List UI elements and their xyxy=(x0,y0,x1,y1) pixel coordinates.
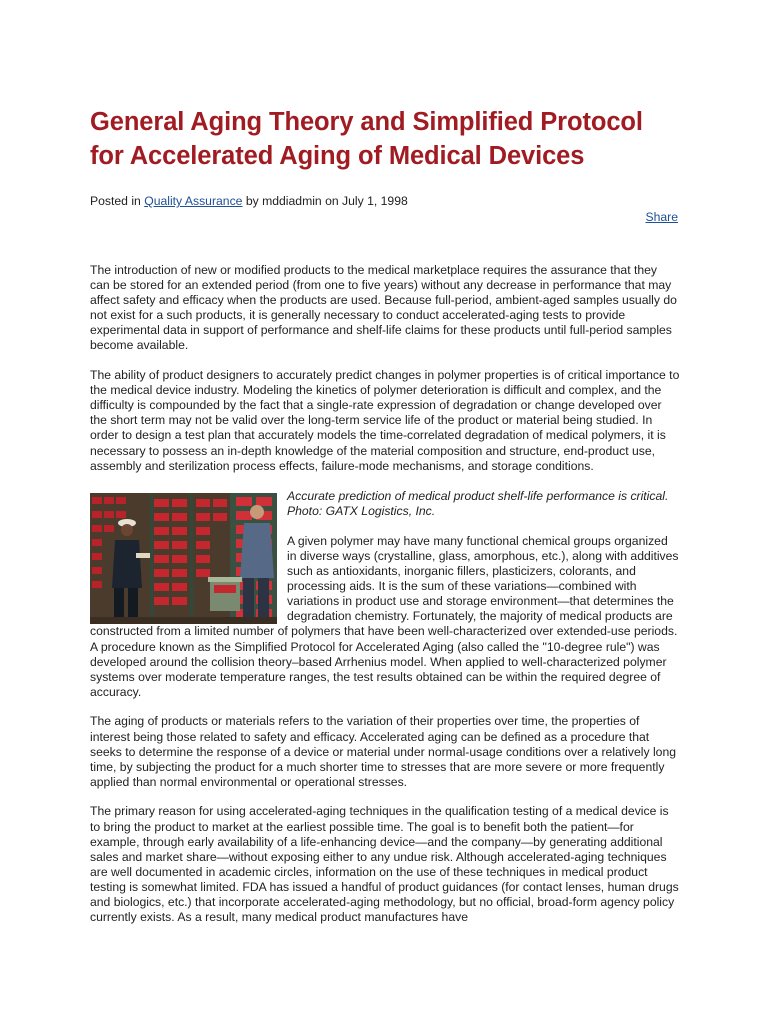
article-title: General Aging Theory and Simplified Protocol for Accelerated Aging of Medical Devices xyxy=(90,108,643,170)
paragraph-4: The aging of products or materials refers to the variation of their properties over time, the properties of interest being those related to safety and efficacy. Accelerated aging can be defined as a procedure that seeks to determine the response of a device or material under normal-usage conditions over a relatively long time, by subjecting the product for a much shorter time to stresses that are more severe or more frequently applied than normal environmental or operational stresses. xyxy=(90,714,676,789)
posted-in-label: Posted in xyxy=(90,194,141,208)
figure-caption: Accurate prediction of medical product shelf-life performance is critical. Photo: GATX Logistics, Inc. xyxy=(287,489,669,519)
warehouse-photo xyxy=(90,493,277,624)
author-date: by mddiadmin on July 1, 1998 xyxy=(245,194,408,208)
paragraph-2: The ability of product designers to accurately predict changes in polymer properties is of critical importance to the medical device industry. Modeling the kinetics of polymer deterioration is difficult and complex, and the difficulty is compounded by the fact that a single-rate expression of degradation or change developed over the short term may not be valid over the long-term service life of the product or material being studied. In order to design a test plan that accurately models the time-correlated degradation of medical polymers, it is necessary to possess an in-depth knowledge of the material composition and structure, end-product use, assembly and sterilization process effects, failure-mode mechanisms, and storage conditions. xyxy=(90,368,680,473)
category-link[interactable]: Quality Assurance xyxy=(144,194,243,208)
article-body xyxy=(90,263,680,940)
paragraph-5: The primary reason for using accelerated-aging techniques in the qualification testing of a medical device is to bring the product to market at the earliest possible time. The goal is to benefit both the patient—for example, through early availability of a life-enhancing device—and the company—by generating additional sales and market share—without exposing either to any undue risk. Although accelerated-aging techniques are well documented in academic circles, information on the use of these techniques in medical product testing is somewhat limited. FDA has issued a handful of product guidances (for contact lenses, human drugs and biologics, etc.) that incorporate accelerated-aging methodology, but no official, broad-form agency policy currently exists. As a result, many medical product manufactures have xyxy=(90,804,679,925)
paragraph-1: The introduction of new or modified products to the medical marketplace requires the assurance that they can be stored for an extended period (from one to five years) without any decrease in performance that may affect safety and efficacy when the products are used. Because full-period, ambient-aged samples usually do not exist for a such products, it is generally necessary to conduct accelerated-aging tests to provide experimental data in support of performance and shelf-life claims for these products until full-period samples become available. xyxy=(90,263,677,353)
post-meta xyxy=(90,193,408,209)
paragraph-3: A given polymer may have many functional chemical groups organized in diverse ways (crystalline, glass, amorphous, etc.), along with additives such as antioxidants, inorganic fillers, plasticizers, colorants, and processing aids. It is the sum of these variations—combined with variations in product use and storage environment—that determines the degradation chemistry. Fortunately, the majority of medical products are constructed from a limited number of polymers that have been well-characterized over extended-use periods. A procedure known as the Simplified Protocol for Accelerated Aging (also called the "10-degree rule") was developed around the collision theory–based Arrhenius model. When applied to well-characterized polymer systems over moderate temperature ranges, the test results obtained can be within the required degree of accuracy. xyxy=(90,533,679,699)
warehouse-photo-illustration xyxy=(90,493,277,624)
share-link[interactable]: Share xyxy=(645,210,678,224)
